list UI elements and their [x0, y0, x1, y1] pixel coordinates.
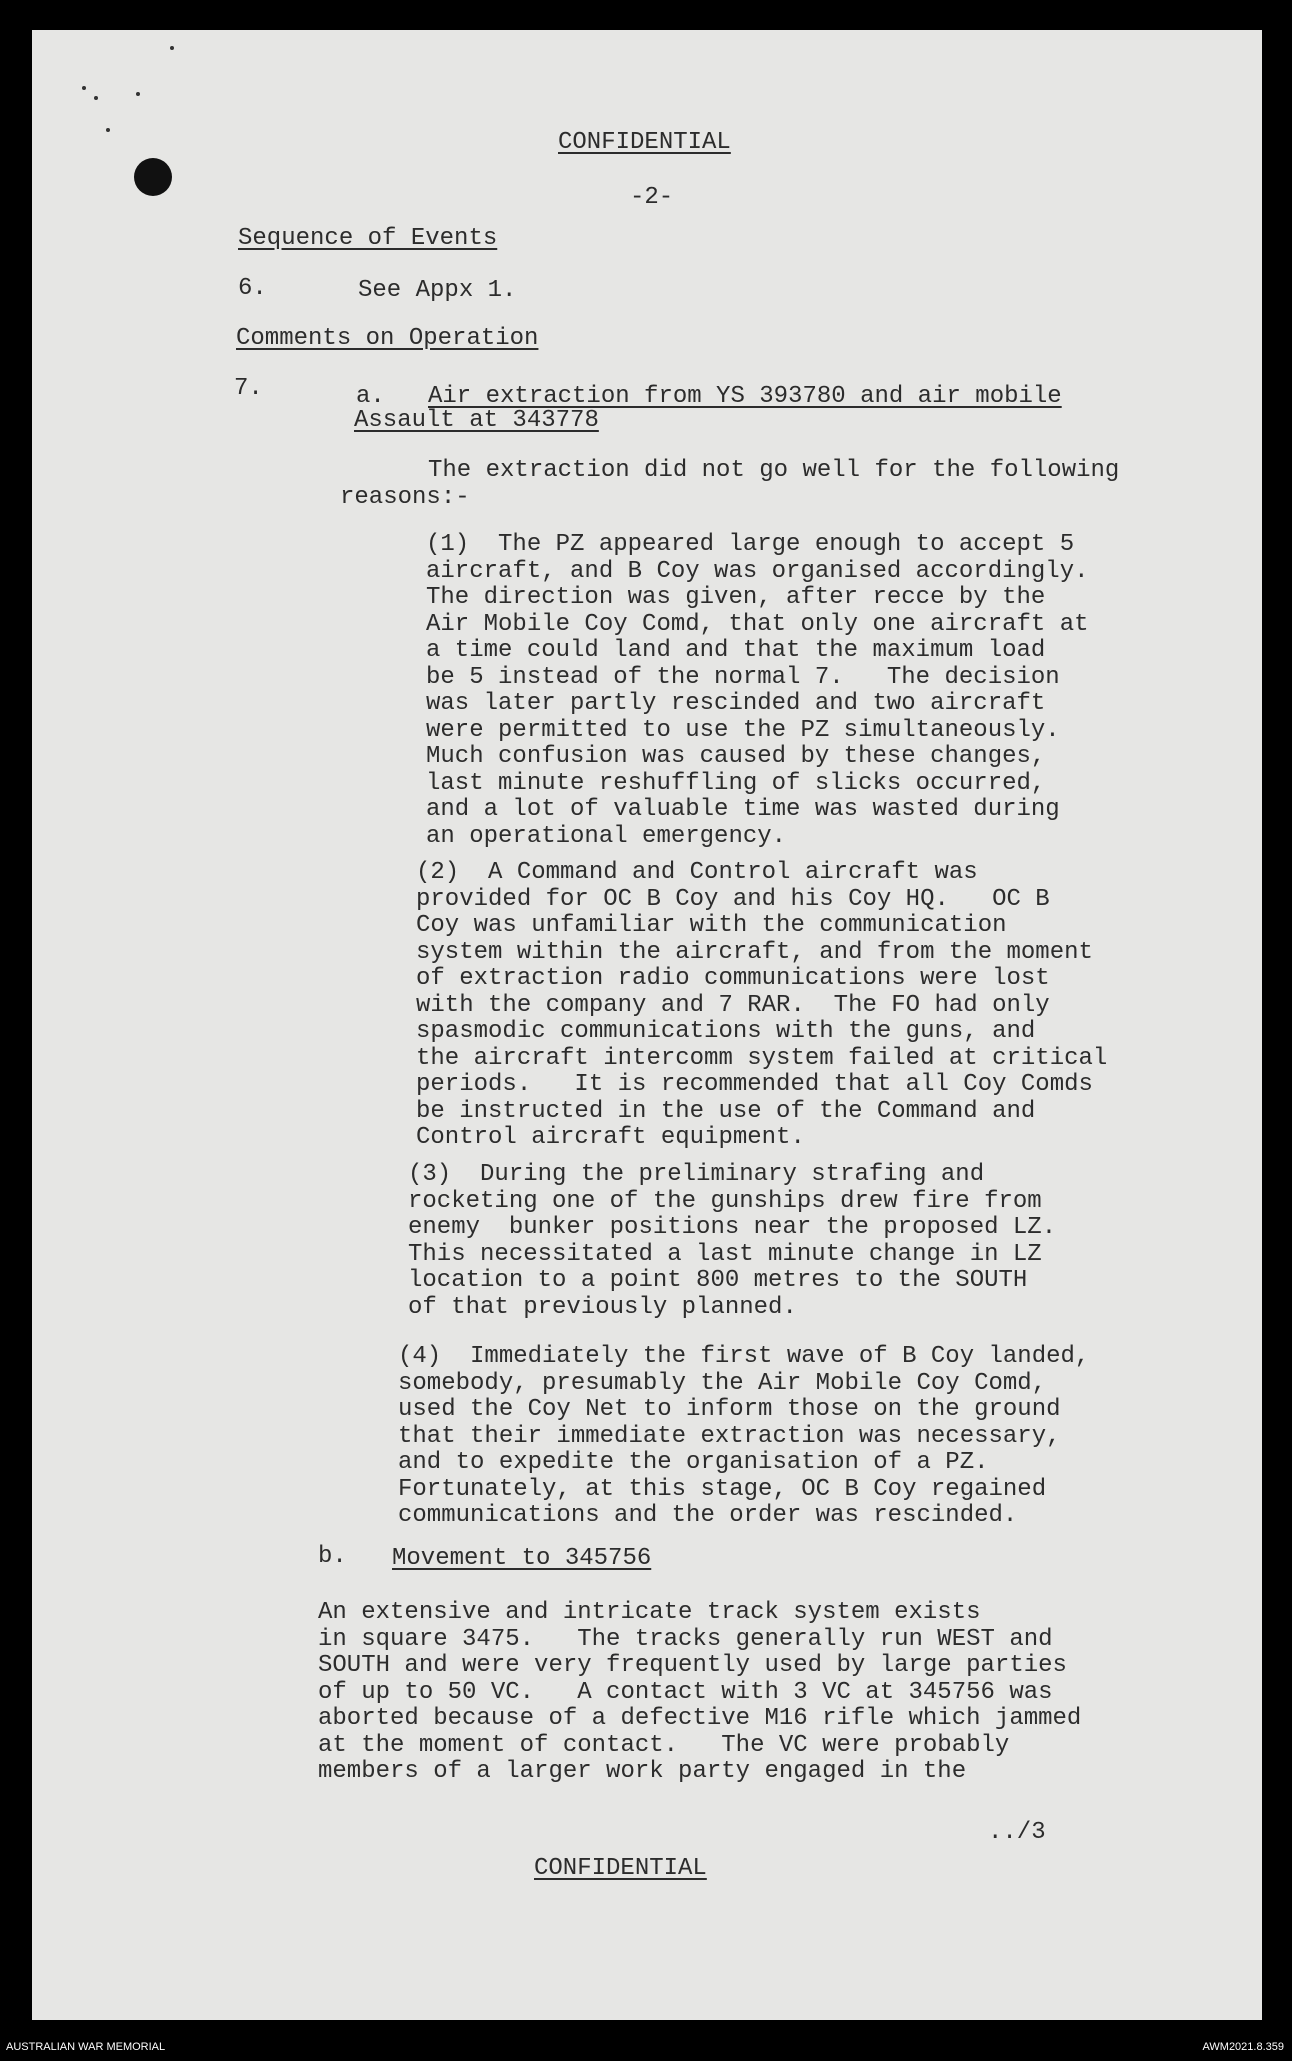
section6-heading: Sequence of Events	[238, 225, 498, 252]
sub-a-intro: The extraction did not go well for the following reasons:-	[340, 457, 1120, 511]
punch-hole	[134, 158, 172, 196]
paper-speck	[94, 96, 98, 100]
header-classification: CONFIDENTIAL	[558, 129, 731, 156]
sub-a-item-2: (2) A Command and Control aircraft was provided for OC B Coy and his Coy HQ. OC B Coy was unfamiliar with the communication system within the aircraft, and from the moment of extraction radio communications were lost with the company and 7 RAR. The FO had only spasmodic communications with the guns, and the aircraft intercomm system failed at critical periods. It is recommended that all Coy Comds be instructed in the use of the Command and Control aircraft equipment.	[416, 859, 1108, 1151]
sub-a-item-1: (1) The PZ appeared large enough to accept 5 aircraft, and B Coy was organised accordingly. The direction was given, after recce by the Air Mobile Coy Comd, that only one aircraft at a time could land and that the maximum load be 5 instead of the normal 7. The decision was later partly rescinded and two aircraft were permitted to use the PZ simultaneously. Much confusion was caused by these changes, last minute reshuffling of slicks occurred, and a lot of valuable time was wasted during an operational emergency.	[426, 531, 1089, 850]
section7-number: 7.	[234, 375, 263, 402]
paper-speck	[82, 86, 86, 90]
page-number: -2-	[630, 184, 674, 211]
sub-a-title-line2: Assault at 343778	[354, 407, 599, 434]
paper-speck	[170, 46, 174, 50]
sub-b-letter: b.	[318, 1543, 347, 1570]
archive-reference: AWM2021.8.359	[1202, 2041, 1284, 2053]
sub-a-item-4: (4) Immediately the first wave of B Coy landed, somebody, presumably the Air Mobile Coy Comd, used the Coy Net to inform those on the ground that their immediate extraction was necessary, and to expedite the organisation of a PZ. Fortunately, at this stage, OC B Coy regained communications and the order was rescinded.	[398, 1343, 1090, 1529]
section6-text: See Appx 1.	[358, 277, 517, 304]
sub-b-title: Movement to 345756	[392, 1545, 652, 1572]
sub-a-title-line1: Air extraction from YS 393780 and air mobile	[428, 383, 1062, 410]
archive-footer	[0, 2021, 1292, 2061]
paper-speck	[136, 92, 140, 96]
sub-b-text: An extensive and intricate track system exists in square 3475. The tracks generally run WEST and SOUTH and were very frequently used by large parties of up to 50 VC. A contact with 3 VC at 345756 was aborted because of a defective M16 rifle which jammed at the moment of contact. The VC were probably members of a larger work party engaged in the	[318, 1599, 1082, 1785]
sub-a-item-3: (3) During the preliminary strafing and rocketing one of the gunships drew fire from enemy bunker positions near the proposed LZ. This necessitated a last minute change in LZ location to a point 800 metres to the SOUTH of that previously planned.	[408, 1161, 1057, 1321]
footer-classification: CONFIDENTIAL	[534, 1855, 707, 1882]
section6-number: 6.	[238, 275, 267, 302]
section7-heading: Comments on Operation	[236, 325, 539, 352]
sub-a-letter: a.	[356, 383, 385, 410]
paper-speck	[106, 128, 110, 132]
continuation-marker: ../3	[988, 1819, 1046, 1846]
archive-name: AUSTRALIAN WAR MEMORIAL	[6, 2041, 166, 2053]
